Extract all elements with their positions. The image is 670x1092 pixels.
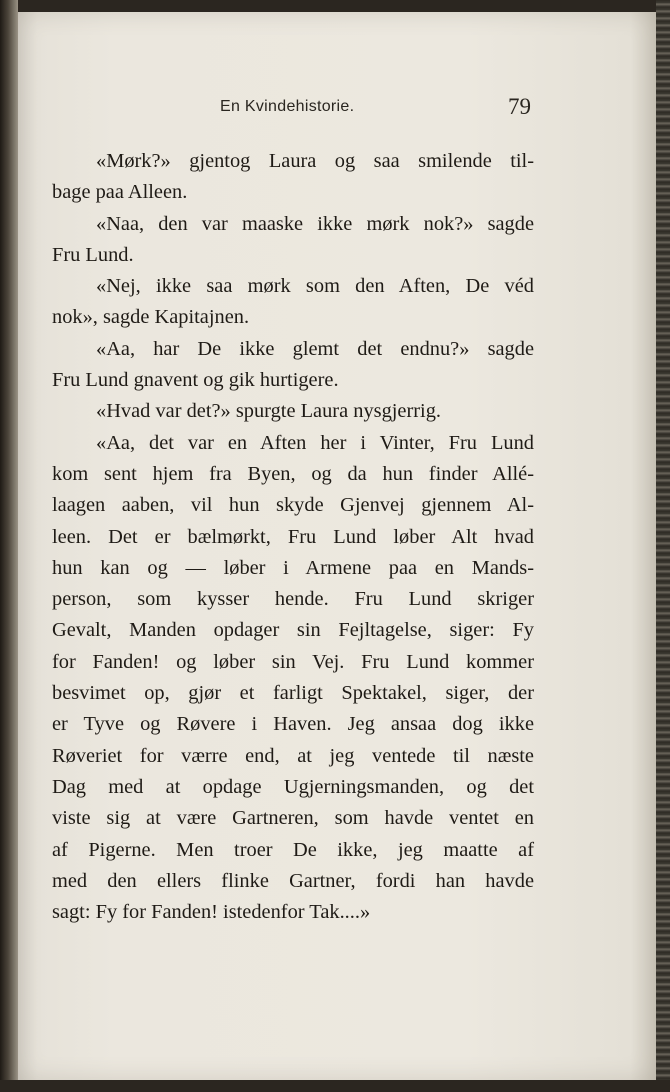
- page-number: 79: [508, 94, 531, 119]
- running-title: En Kvindehistorie.: [220, 98, 355, 115]
- text-line: kom sent hjem fra Byen, og da hun finder Allé-: [52, 462, 534, 485]
- text-line: Fru Lund gnavent og gik hurtigere.: [52, 369, 339, 392]
- text-line: er Tyve og Røvere i Haven. Jeg ansaa dog ikke: [52, 713, 534, 736]
- binding-shadow: [0, 0, 18, 1092]
- text-line: «Nej, ikke saa mørk som den Aften, De véd: [96, 275, 534, 298]
- text-line: person, som kysser hende. Fru Lund skriger: [52, 588, 534, 611]
- body-text: [52, 146, 534, 928]
- text-line: bage paa Alleen.: [52, 181, 188, 204]
- text-line: leen. Det er bælmørkt, Fru Lund løber Alt hvad: [52, 525, 534, 548]
- text-line: «Aa, det var en Aften her i Vinter, Fru Lund: [96, 431, 534, 454]
- text-line: viste sig at være Gartneren, som havde ventet en: [52, 807, 534, 830]
- text-line: med den ellers flinke Gartner, fordi han havde: [52, 869, 534, 892]
- text-line: af Pigerne. Men troer De ikke, jeg maatte af: [52, 838, 534, 861]
- running-head: [198, 96, 538, 122]
- text-line: hun kan og — løber i Armene paa en Mands-: [52, 556, 534, 579]
- text-line: laagen aaben, vil hun skyde Gjenvej gjennem Al-: [52, 494, 534, 517]
- text-line: Dag med at opdage Ugjerningsmanden, og det: [52, 775, 534, 798]
- text-line: «Aa, har De ikke glemt det endnu?» sagde: [96, 337, 534, 360]
- scan-top-edge: [0, 0, 670, 12]
- text-line: Røveriet for værre end, at jeg ventede til næste: [52, 744, 534, 767]
- scan-bottom-edge: [0, 1080, 670, 1092]
- text-line: «Naa, den var maaske ikke mørk nok?» sagde: [96, 212, 534, 235]
- text-line: besvimet op, gjør et farligt Spektakel, siger, der: [52, 682, 534, 705]
- text-line: sagt: Fy for Fanden! istedenfor Tak....»: [52, 901, 371, 924]
- page-stack-edge: [656, 0, 670, 1092]
- text-line: «Mørk?» gjentog Laura og saa smilende til-: [96, 150, 534, 172]
- text-line: for Fanden! og løber sin Vej. Fru Lund kommer: [52, 650, 534, 673]
- text-line: nok», sagde Kapitajnen.: [52, 306, 250, 329]
- text-line: «Hvad var det?» spurgte Laura nysgjerrig.: [96, 400, 442, 423]
- text-line: Gevalt, Manden opdager sin Fejltagelse, siger: Fy: [52, 619, 534, 642]
- text-line: Fru Lund.: [52, 243, 134, 266]
